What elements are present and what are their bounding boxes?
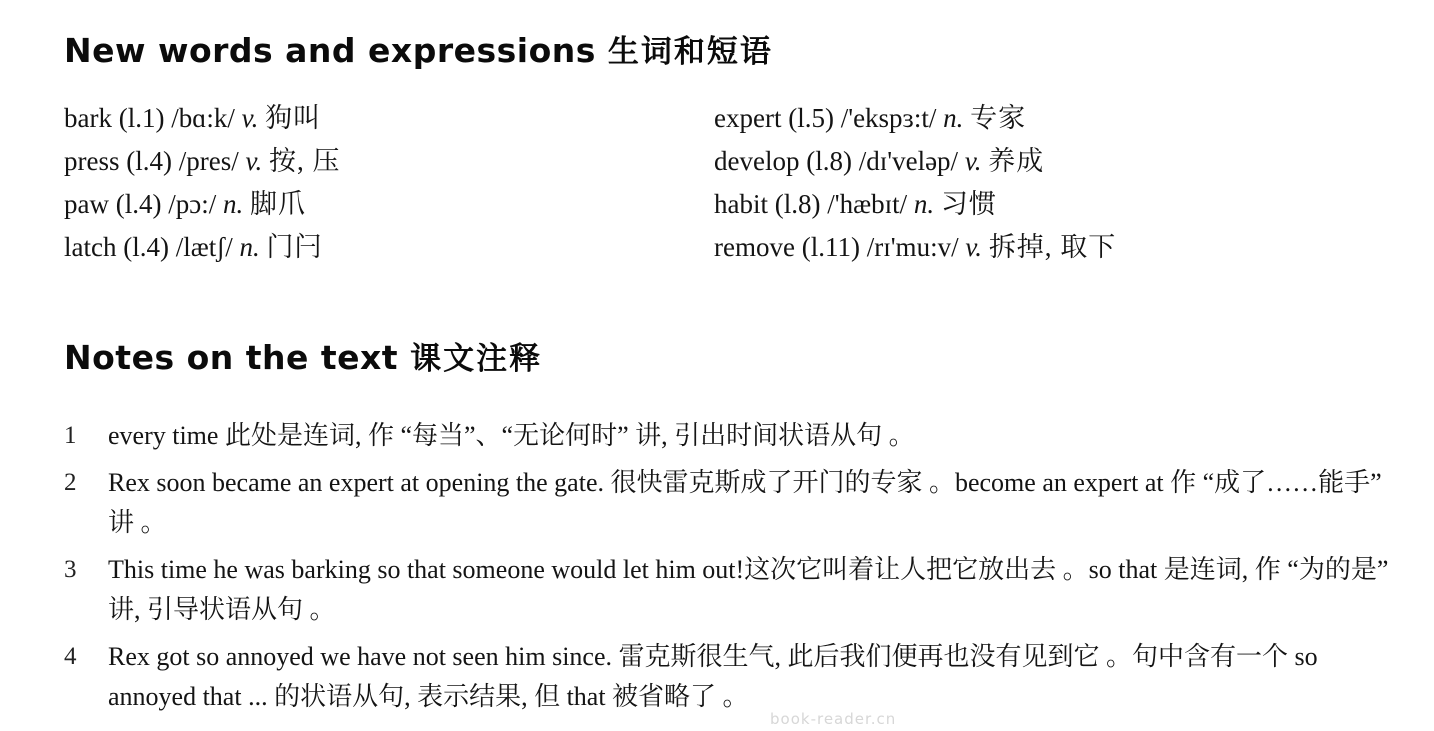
vocab-line-ref: (l.4)	[126, 146, 172, 176]
vocab-entry	[714, 140, 1406, 183]
vocab-part-of-speech: v.	[964, 146, 982, 176]
vocab-word: latch	[64, 232, 117, 262]
note-text: This time he was barking so that someone would let him out!这次它叫着让人把它放出去 。so that 是连词, 作 “为的是” 讲, 引导状语从句 。	[108, 555, 1389, 624]
vocab-phonetic: /rɪ'mu:v/	[866, 232, 959, 262]
vocab-meaning: 养成	[988, 146, 1045, 176]
vocab-entry	[714, 226, 1406, 269]
note-text: Rex soon became an expert at opening the gate. 很快雷克斯成了开门的专家 。become an expert at 作 “成了……能手” 讲 。	[108, 468, 1382, 537]
vocab-meaning: 专家	[970, 103, 1027, 133]
note-number: 2	[64, 469, 77, 496]
note-text: every time 此处是连词, 作 “每当”、“无论何时” 讲, 引出时间状语从句 。	[108, 421, 915, 450]
vocab-entry	[64, 140, 714, 183]
vocab-entry	[64, 97, 714, 140]
vocab-phonetic: /pɔ:/	[168, 189, 217, 219]
note-item	[64, 416, 1406, 456]
vocab-phonetic: /pres/	[178, 146, 239, 176]
vocab-list	[64, 97, 1406, 269]
vocab-entry	[714, 183, 1406, 226]
notes-heading-english: Notes on the text	[64, 338, 399, 377]
vocab-column-left	[64, 97, 714, 269]
vocab-heading-chinese: 生词和短语	[607, 34, 773, 70]
vocab-part-of-speech: v.	[965, 232, 983, 262]
vocab-line-ref: (l.8)	[806, 146, 852, 176]
vocab-word: develop	[714, 146, 800, 176]
vocab-word: habit	[714, 189, 768, 219]
vocab-meaning: 拆掉, 取下	[988, 232, 1117, 262]
note-item	[64, 550, 1406, 630]
vocab-line-ref: (l.4)	[123, 232, 169, 262]
vocab-column-right	[714, 97, 1406, 269]
vocab-line-ref: (l.5)	[788, 103, 834, 133]
vocab-word: press	[64, 146, 120, 176]
vocab-meaning: 按, 压	[268, 146, 341, 176]
vocab-phonetic: /'ekspɜ:t/	[840, 103, 937, 133]
vocab-part-of-speech: n.	[222, 189, 244, 219]
vocab-meaning: 脚爪	[249, 189, 306, 219]
notes-heading-chinese: 课文注释	[410, 341, 543, 377]
vocab-part-of-speech: n.	[913, 189, 935, 219]
vocab-part-of-speech: n.	[239, 232, 260, 262]
vocab-phonetic: /dɪ'veləp/	[858, 146, 959, 176]
vocab-word: expert	[714, 103, 782, 133]
vocab-part-of-speech: n.	[943, 103, 964, 133]
note-number: 3	[64, 556, 77, 583]
vocab-line-ref: (l.8)	[774, 189, 821, 219]
note-item	[64, 463, 1406, 543]
vocab-line-ref: (l.1)	[118, 103, 165, 133]
note-number: 1	[64, 422, 77, 449]
vocab-line-ref: (l.11)	[801, 232, 860, 262]
vocab-word: remove	[714, 232, 795, 262]
vocab-part-of-speech: v.	[241, 103, 259, 133]
watermark: book-reader.cn	[770, 710, 897, 728]
vocab-phonetic: /lætʃ/	[175, 232, 233, 262]
notes-list	[64, 416, 1406, 717]
vocab-entry	[64, 226, 714, 269]
vocab-meaning: 狗叫	[265, 103, 322, 133]
vocab-section-heading	[64, 26, 1406, 71]
vocab-line-ref: (l.4)	[115, 189, 162, 219]
vocab-meaning: 门闩	[266, 232, 323, 262]
vocab-meaning: 习惯	[940, 189, 997, 219]
vocab-phonetic: /'hæbɪt/	[827, 189, 908, 219]
vocab-heading-english: New words and expressions	[64, 31, 596, 70]
vocab-entry	[714, 97, 1406, 140]
vocab-word: paw	[64, 189, 109, 219]
vocab-word: bark	[64, 103, 112, 133]
vocab-part-of-speech: v.	[245, 146, 263, 176]
vocab-phonetic: /bɑ:k/	[171, 103, 235, 133]
vocab-entry	[64, 183, 714, 226]
note-item	[64, 637, 1406, 717]
note-number: 4	[64, 643, 77, 670]
notes-section-heading	[64, 333, 1406, 378]
note-text: Rex got so annoyed we have not seen him since. 雷克斯很生气, 此后我们便再也没有见到它 。句中含有一个 so annoyed that ... 的状语从句, 表示结果, 但 that 被省略了 。	[108, 642, 1318, 711]
